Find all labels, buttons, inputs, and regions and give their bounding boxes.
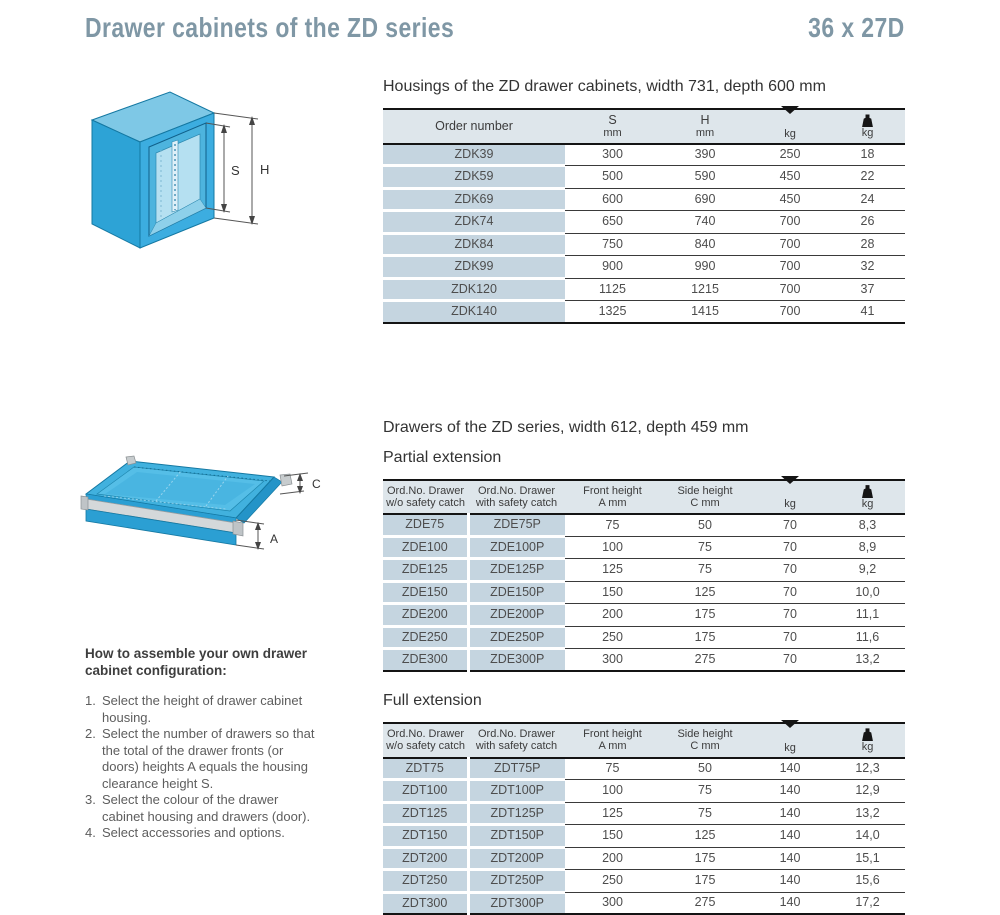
value-cell: 140 (750, 780, 830, 803)
value-cell: 1125 (565, 278, 660, 301)
column-header-weight: kg (830, 480, 905, 515)
order-number-cell: ZDE200 (383, 604, 468, 627)
order-number-cell: ZDT100 (383, 780, 468, 803)
table-row (383, 626, 905, 649)
value-cell: 150 (565, 825, 660, 848)
column-header-load-capacity: kg (750, 723, 830, 758)
order-number-cell: ZDE150P (468, 581, 565, 604)
table-row (383, 649, 905, 671)
howto-step: Select the height of drawer cabinet housing. (102, 693, 303, 725)
value-cell: 1415 (660, 301, 750, 323)
order-number-cell: ZDT75P (468, 758, 565, 780)
weight-icon (862, 485, 873, 498)
howto-step: Select accessories and options. (102, 825, 285, 840)
table-row (383, 211, 905, 234)
value-cell: 250 (565, 626, 660, 649)
load-capacity-icon (779, 728, 801, 742)
order-number-cell: ZDK120 (383, 278, 565, 301)
value-cell: 28 (830, 233, 905, 256)
housings-section-title: Housings of the ZD drawer cabinets, width 731, depth 600 mm (383, 78, 826, 95)
order-number-cell: ZDT250 (383, 870, 468, 893)
page-title: Drawer cabinets of the ZD series (85, 12, 455, 43)
value-cell: 700 (750, 256, 830, 279)
value-cell: 75 (565, 514, 660, 536)
value-cell: 700 (750, 211, 830, 234)
value-cell: 125 (660, 581, 750, 604)
order-number-cell: ZDT75 (383, 758, 468, 780)
order-number-cell: ZDE200P (468, 604, 565, 627)
value-cell: 10,0 (830, 581, 905, 604)
value-cell: 75 (660, 802, 750, 825)
table-row (383, 188, 905, 211)
value-cell: 1215 (660, 278, 750, 301)
table-row (383, 514, 905, 536)
value-cell: 32 (830, 256, 905, 279)
value-cell: 125 (565, 802, 660, 825)
drawers-section-title: Drawers of the ZD series, width 612, depth 459 mm (383, 418, 749, 436)
table-header-row (383, 723, 905, 758)
value-cell: 200 (565, 604, 660, 627)
table-header-row (383, 109, 905, 144)
column-header-h: H mm (660, 109, 750, 144)
howto-step: Select the number of drawers so that the total of the drawer fronts (or doors) heights A equals the housing clearance height S. (102, 726, 315, 791)
value-cell: 990 (660, 256, 750, 279)
table-row (383, 559, 905, 582)
column-header-ordno-without-catch: Ord.No. Drawer w/o safety catch (383, 723, 468, 758)
value-cell: 13,2 (830, 802, 905, 825)
value-cell: 300 (565, 649, 660, 671)
order-number-cell: ZDT125 (383, 802, 468, 825)
value-cell: 275 (660, 649, 750, 671)
value-cell: 600 (565, 188, 660, 211)
table-header-row (383, 480, 905, 515)
value-cell: 100 (565, 780, 660, 803)
order-number-cell: ZDE250 (383, 626, 468, 649)
value-cell: 175 (660, 626, 750, 649)
column-header-ordno-with-catch: Ord.No. Drawer with safety catch (468, 480, 565, 515)
column-header-front-height: Front height A mm (565, 723, 660, 758)
dimension-label-a: A (270, 532, 279, 546)
dimension-label-h: H (260, 162, 270, 177)
value-cell: 1325 (565, 301, 660, 323)
full-extension-table (383, 722, 905, 915)
order-number-cell: ZDK84 (383, 233, 565, 256)
housings-table (383, 108, 905, 324)
order-number-cell: ZDK74 (383, 211, 565, 234)
value-cell: 18 (830, 144, 905, 166)
value-cell: 140 (750, 892, 830, 914)
value-cell: 500 (565, 166, 660, 189)
order-number-cell: ZDE125 (383, 559, 468, 582)
table-row (383, 758, 905, 780)
partial-extension-subtitle: Partial extension (383, 448, 502, 466)
order-number-cell: ZDE100 (383, 536, 468, 559)
column-header-ordno-without-catch: Ord.No. Drawer w/o safety catch (383, 480, 468, 515)
order-number-cell: ZDT250P (468, 870, 565, 893)
howto-title: How to assemble your own drawer cabinet configuration: (85, 646, 308, 678)
order-number-cell: ZDE300 (383, 649, 468, 671)
order-number-cell: ZDK59 (383, 166, 565, 189)
full-extension-subtitle: Full extension (383, 691, 482, 709)
value-cell: 275 (660, 892, 750, 914)
value-cell: 12,9 (830, 780, 905, 803)
value-cell: 14,0 (830, 825, 905, 848)
table-row (383, 870, 905, 893)
column-header-weight: kg (830, 109, 905, 144)
order-number-cell: ZDK69 (383, 188, 565, 211)
value-cell: 450 (750, 166, 830, 189)
value-cell: 50 (660, 514, 750, 536)
value-cell: 700 (750, 278, 830, 301)
value-cell: 11,6 (830, 626, 905, 649)
column-header-weight: kg (830, 723, 905, 758)
drawer-illustration (78, 448, 328, 553)
value-cell: 140 (750, 870, 830, 893)
page-header (85, 12, 905, 44)
value-cell: 37 (830, 278, 905, 301)
value-cell: 690 (660, 188, 750, 211)
value-cell: 8,3 (830, 514, 905, 536)
howto-block (85, 645, 322, 842)
order-number-cell: ZDT100P (468, 780, 565, 803)
load-capacity-icon (779, 114, 801, 128)
table-row (383, 802, 905, 825)
value-cell: 75 (660, 559, 750, 582)
table-row (383, 847, 905, 870)
value-cell: 390 (660, 144, 750, 166)
table-row (383, 256, 905, 279)
column-header-side-height: Side height C mm (660, 723, 750, 758)
partial-extension-table (383, 479, 905, 672)
value-cell: 750 (565, 233, 660, 256)
value-cell: 70 (750, 581, 830, 604)
value-cell: 13,2 (830, 649, 905, 671)
value-cell: 70 (750, 559, 830, 582)
value-cell: 250 (565, 870, 660, 893)
value-cell: 740 (660, 211, 750, 234)
value-cell: 8,9 (830, 536, 905, 559)
value-cell: 50 (660, 758, 750, 780)
order-number-cell: ZDE150 (383, 581, 468, 604)
order-number-cell: ZDT150 (383, 825, 468, 848)
column-header-load-capacity: kg (750, 109, 830, 144)
weight-icon (862, 728, 873, 741)
value-cell: 15,1 (830, 847, 905, 870)
page-code: 36 x 27D (808, 12, 905, 43)
value-cell: 250 (750, 144, 830, 166)
value-cell: 140 (750, 802, 830, 825)
table-row (383, 536, 905, 559)
order-number-cell: ZDK140 (383, 301, 565, 323)
value-cell: 70 (750, 649, 830, 671)
value-cell: 175 (660, 870, 750, 893)
value-cell: 140 (750, 847, 830, 870)
order-number-cell: ZDT125P (468, 802, 565, 825)
order-number-cell: ZDE300P (468, 649, 565, 671)
value-cell: 41 (830, 301, 905, 323)
order-number-cell: ZDE75 (383, 514, 468, 536)
value-cell: 450 (750, 188, 830, 211)
value-cell: 70 (750, 514, 830, 536)
value-cell: 70 (750, 536, 830, 559)
value-cell: 9,2 (830, 559, 905, 582)
table-row (383, 144, 905, 166)
value-cell: 75 (660, 780, 750, 803)
order-number-cell: ZDT150P (468, 825, 565, 848)
value-cell: 12,3 (830, 758, 905, 780)
column-header-ordno-with-catch: Ord.No. Drawer with safety catch (468, 723, 565, 758)
value-cell: 125 (660, 825, 750, 848)
value-cell: 24 (830, 188, 905, 211)
order-number-cell: ZDK39 (383, 144, 565, 166)
value-cell: 11,1 (830, 604, 905, 627)
table-row (383, 892, 905, 914)
value-cell: 100 (565, 536, 660, 559)
column-header-front-height: Front height A mm (565, 480, 660, 515)
value-cell: 75 (565, 758, 660, 780)
value-cell: 75 (660, 536, 750, 559)
value-cell: 140 (750, 825, 830, 848)
value-cell: 140 (750, 758, 830, 780)
table-row (383, 604, 905, 627)
value-cell: 70 (750, 604, 830, 627)
value-cell: 175 (660, 604, 750, 627)
value-cell: 125 (565, 559, 660, 582)
table-row (383, 825, 905, 848)
weight-icon (862, 114, 873, 127)
tables-column (383, 78, 905, 915)
table-row (383, 780, 905, 803)
column-header-order-number: Order number (383, 109, 565, 144)
value-cell: 70 (750, 626, 830, 649)
howto-step: Select the colour of the drawer cabinet housing and drawers (door). (102, 792, 311, 824)
value-cell: 15,6 (830, 870, 905, 893)
load-capacity-icon (779, 484, 801, 498)
cabinet-housing-illustration (72, 80, 327, 275)
howto-steps (85, 693, 322, 842)
column-header-s: S mm (565, 109, 660, 144)
value-cell: 900 (565, 256, 660, 279)
order-number-cell: ZDT300P (468, 892, 565, 914)
order-number-cell: ZDE125P (468, 559, 565, 582)
table-row (383, 166, 905, 189)
value-cell: 17,2 (830, 892, 905, 914)
order-number-cell: ZDT200P (468, 847, 565, 870)
value-cell: 650 (565, 211, 660, 234)
value-cell: 700 (750, 233, 830, 256)
value-cell: 590 (660, 166, 750, 189)
dimension-label-s: S (231, 163, 240, 178)
column-header-side-height: Side height C mm (660, 480, 750, 515)
value-cell: 150 (565, 581, 660, 604)
order-number-cell: ZDE250P (468, 626, 565, 649)
order-number-cell: ZDK99 (383, 256, 565, 279)
value-cell: 300 (565, 144, 660, 166)
dimension-label-c: C (312, 477, 321, 491)
order-number-cell: ZDT300 (383, 892, 468, 914)
table-row (383, 301, 905, 323)
value-cell: 200 (565, 847, 660, 870)
table-row (383, 233, 905, 256)
table-row (383, 278, 905, 301)
value-cell: 22 (830, 166, 905, 189)
value-cell: 300 (565, 892, 660, 914)
order-number-cell: ZDE100P (468, 536, 565, 559)
value-cell: 175 (660, 847, 750, 870)
order-number-cell: ZDT200 (383, 847, 468, 870)
order-number-cell: ZDE75P (468, 514, 565, 536)
value-cell: 840 (660, 233, 750, 256)
table-row (383, 581, 905, 604)
value-cell: 26 (830, 211, 905, 234)
column-header-load-capacity: kg (750, 480, 830, 515)
value-cell: 700 (750, 301, 830, 323)
